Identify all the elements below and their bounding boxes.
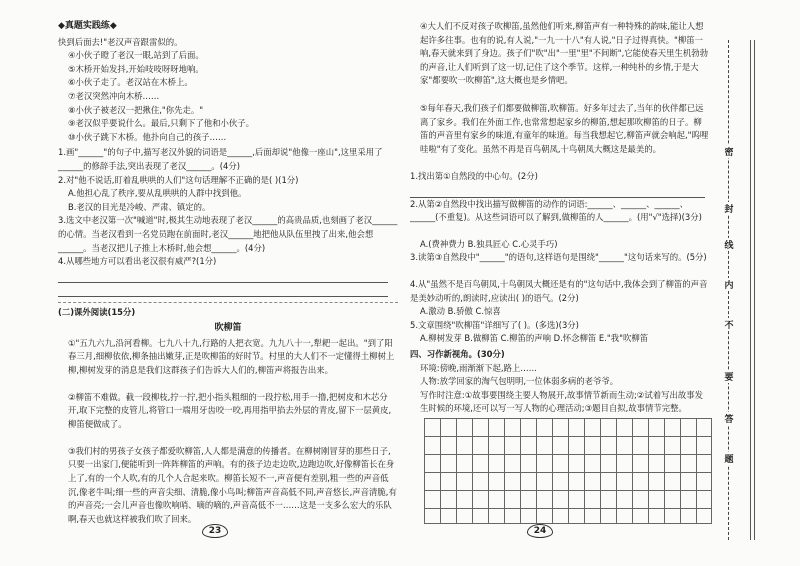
binding-char: 要 <box>722 370 736 383</box>
question-1: 1.画"______"的句子中,描写老汉外貌的词语是______,后面却说"他像一座山",这里采用了______的修辞手法,突出表现了老汉______。(4分) <box>58 147 383 171</box>
option: A.激动 B.骄傲 C.惊喜 <box>420 306 501 317</box>
binding-char: 封 <box>722 202 736 215</box>
option: A.他担心乱了秩序,要从乱哄哄的人群中找到他。 <box>68 188 247 199</box>
story-line: ⑦老汉突然冲向木桥…… <box>68 90 160 101</box>
answer-line <box>410 184 705 198</box>
option: A.(费神费力 B.独具匠心 C.心灵手巧) <box>420 238 558 249</box>
reading-title: 吹柳笛 <box>214 323 242 334</box>
story-line: ⑩小伙子跳下木桥。他扑向自己的孩子…… <box>68 131 227 142</box>
question-4: 4.从"虽然不是百鸟朝凤,十鸟朝凤大概还是有的"这句话中,我体会到了柳笛的声音是美妙动听的,朗读时,应读出( )的语气。(2分) <box>410 279 708 303</box>
right-page <box>410 20 710 429</box>
question-2: 2.对"他不说话,盯着乱哄哄的人们"这句话理解不正确的是( )(1分) <box>58 174 299 185</box>
binding-char: 线 <box>722 238 736 251</box>
binding-rule <box>754 40 755 540</box>
answer-line <box>58 283 388 297</box>
writing-prompt: 人物:放学回家的淘气包明明,一位体弱多病的老爷爷。 <box>420 376 619 387</box>
question-2: 2.从第②自然段中找出描写做柳笛的动作的词语:______、______、______、______(不重复)。从这些词语可以了解到,做柳笛的人______。(用"√"选择)(3分) <box>410 198 702 223</box>
question-3: 3.选文中老汉第一次"喊道"时,极其生动地表现了老汉______的高贵品质,也刻画了老汉______的心情。当老汉看到一名党员跑在前面时,老汉______地把他从队伍里拽了出来,他会想______。当老汉把儿子推上木桥时,他会想______。(4分) <box>58 215 398 253</box>
binding-rule <box>750 40 751 540</box>
reading-paragraph: ②柳笛不难做。截一段柳枝,拧一拧,把小指头粗细的一段拧松,用手一撸,把树皮和木芯分开,取下完整的皮管儿,将管口一端用牙齿咬一咬,再用指甲掐去外层的青皮,留下一层黄皮,柳笛便做成了。 <box>68 391 392 430</box>
writing-prompt: 写作时注意:①故事要围绕主要人物展开,故事情节新而生动;②试着写出故事发生时候的环境,还可以写一写人物的心理活动;③题目自拟,故事情节完整。 <box>420 389 703 414</box>
story-line: ⑧小伙子被老汉一把揪住,"你先走。" <box>68 104 204 115</box>
reading-paragraph: ④大人们不反对孩子吹柳笛,虽然他们听来,柳笛声有一种特殊的韵味,能让人想起许多往事。也有的说,有人说,"一九一十八"有人说,"日子过得真快。"柳笛一响,春天就来到了身边。孩子们"吹"出"一里"里"不间断",它能使春天里生机勃勃的声音,让人们听到了这一切,记住了这个季节。这样,一种纯朴的乡情,于是大家"都要吹一吹柳笛",这大概也是乡情吧。 <box>420 21 709 86</box>
answer-line <box>58 269 388 283</box>
binding-char: 不 <box>722 318 736 331</box>
option: A.柳树发芽 B.做柳笛 C.柳笛的声响 D.怀念柳笛 E."我"吹柳笛 <box>420 333 649 344</box>
page-number: 24 <box>520 524 560 538</box>
page-number: 23 <box>195 524 235 538</box>
binding-char: 题 <box>722 452 736 465</box>
section-heading: (二)课外阅读(15分) <box>58 306 136 317</box>
question-5: 5.文章围绕"吹柳笛"详细写了( )。(多选)(3分) <box>410 319 579 330</box>
binding-char: 内 <box>722 278 736 291</box>
binding-char: 密 <box>722 145 736 158</box>
left-page <box>58 20 398 553</box>
binding-margin <box>722 40 736 540</box>
section-heading: 四、习作新视角。(30分) <box>410 348 505 359</box>
composition-grid[interactable] <box>424 418 712 524</box>
binding-char: 答 <box>722 412 736 425</box>
question-3: 3.读第③自然段中"______"的语句,这样语句是围绕"______"这句话来写的。(5分) <box>410 252 707 263</box>
reading-paragraph: ③我们村的男孩子女孩子都爱吹柳笛,人人都是满意的传播者。在柳树刚冒芽的那些日子,只要一出家门,便能听到一阵阵柳笛的声响。有的孩子边走边吹,边跑边吹,好像柳笛长在身上了,有的一个人吹,有的几个人合起来吹。柳笛长短不一,声音便有差别,粗一些的声音低沉,像老牛叫;细一些的声音尖细、清脆,像小鸟叫;柳笛声音高低不同,声音悠长,声音清脆,有的声音亮;一会儿声音也像吹响哨、嘀的嘀的,声音高低不一……这是一支多么宏大的乐队啊,春天也就这样被我们吹了回来。 <box>68 445 397 524</box>
story-line: 快到后面去!"老汉声音跟雷似的。 <box>58 36 183 47</box>
story-line: ⑨老汉似乎要说什么。最后,只剩下了他和小伙子。 <box>68 118 255 129</box>
story-line: ⑤木桥开始发抖,开始吱吱呀呀地响。 <box>68 63 204 74</box>
story-line: ④小伙子瞪了老汉一眼,站到了后面。 <box>68 50 204 61</box>
question-1: 1.找出第①自然段的中心句。(2分) <box>410 171 538 181</box>
page-header: ◆真题实践练◆ <box>58 21 117 31</box>
reading-paragraph: ⑤每年春天,我们孩子们都要做柳笛,吹柳笛。好多年过去了,当年的伙伴都已远离了家乡。我们在外面工作,也常常想起家乡的柳笛,想起那吹柳笛的日子。柳笛的声音里有家乡的味道,有童年的味道。每当我想起它,柳笛声就会响起,"呜哩哇啦"有了变化。虽然不再是百鸟朝凤,十鸟朝凤大概这是最美的。 <box>420 103 709 154</box>
writing-prompt: 环境:傍晚,雨渐渐下起,路上…… <box>420 362 538 373</box>
option: B.老汉的目光是冷峻、严肃、镇定的。 <box>68 201 211 212</box>
story-line: ⑥小伙子走了。老汉站在木桥上。 <box>68 77 193 88</box>
section-divider <box>58 302 398 303</box>
reading-paragraph: ①"五九六九,沿河看柳。七九八十九,行路的人把衣宽。九九八十一,犁耙一起出。"到了阳春三月,细柳依依,柳条抽出嫩芽,正是吹柳笛的好时节。村里的大人们不一定懂得土柳树上柳,柳树发芽的消息是我们这群孩子们告诉大人们的,柳笛声将报告出来。 <box>68 337 395 376</box>
question-4: 4.从哪些地方可以看出老汉很有威严?(1分) <box>58 256 217 267</box>
